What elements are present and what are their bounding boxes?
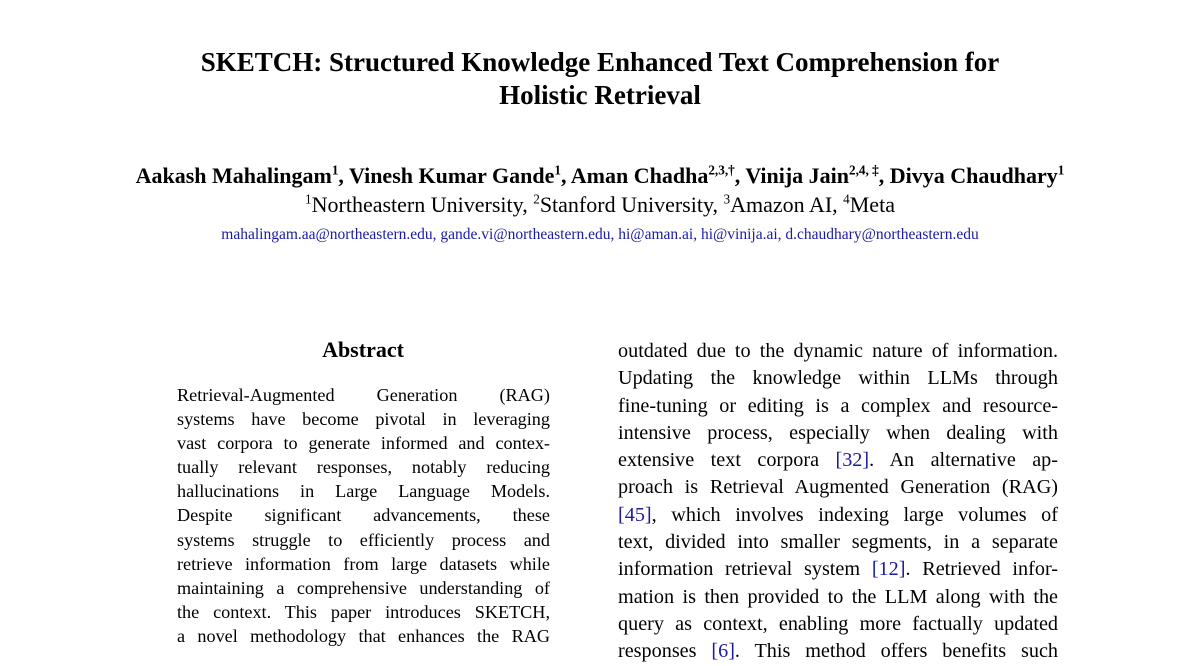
abstract-line: a novel methodology that enhances the RAG xyxy=(177,625,550,646)
email-list[interactable]: mahalingam.aa@northeastern.edu, gande.vi@northeastern.edu, hi@aman.ai, hi@vinija.ai, d.chaudhary@northeastern.edu xyxy=(221,226,979,243)
introduction-column xyxy=(618,338,1058,666)
affiliation-marker: 2 xyxy=(533,191,540,207)
author-name: Vinija Jain xyxy=(745,163,850,188)
citation-link[interactable]: [12] xyxy=(871,558,906,581)
abstract-line: the context. This paper introduces SKETCH, xyxy=(177,601,550,622)
citation-link[interactable]: [32] xyxy=(835,449,870,472)
paper-title-line-1: SKETCH: Structured Knowledge Enhanced Text Comprehension for xyxy=(200,47,1000,77)
affiliation-name: Stanford University xyxy=(539,192,713,217)
author-name: Vinesh Kumar Gande xyxy=(349,163,555,188)
abstract-heading: Abstract xyxy=(322,337,404,362)
abstract-line: hallucinations in Large Language Models. xyxy=(177,481,550,502)
paper-title xyxy=(0,46,1200,112)
affiliation-marker: 4 xyxy=(843,191,850,207)
author-name: Divya Chaudhary xyxy=(889,163,1058,188)
affiliation-name: Meta xyxy=(849,192,895,217)
abstract-line: Retrieval-Augmented Generation (RAG) xyxy=(177,385,550,405)
author-name: Aman Chadha xyxy=(570,163,709,188)
body-line: extensive text corpora [32]. An alternative ap- xyxy=(618,449,1058,472)
affiliation-name: Amazon AI xyxy=(730,192,833,217)
abstract-line: tually relevant responses, notably reducing xyxy=(177,457,550,478)
body-line: mation is then provided to the LLM along with the xyxy=(618,585,1058,608)
affiliation-list: $^1$Northeastern University, $^2$Stanford University, $^3$Amazon AI, $^4$Meta xyxy=(305,191,895,217)
citation-link[interactable]: [45] xyxy=(618,503,652,526)
affiliation-marker: 3 xyxy=(723,191,731,207)
author-affiliation-marker: 2,4, ‡ xyxy=(849,162,879,178)
body-line: [45], which involves indexing large volumes of xyxy=(618,503,1058,526)
abstract-body xyxy=(177,383,550,648)
body-line: outdated due to the dynamic nature of information. xyxy=(618,340,1058,362)
author-list: Aakash Mahalingam$^1$, Vinesh Kumar Gande$^1$, Aman Chadha$^{2,3,\dagger}$, Vinija Jain$^{2,4, \ddagger}$, Divya Chaudhary$^1$ xyxy=(135,162,1065,188)
body-line: intensive process, especially when dealing with xyxy=(618,421,1058,444)
body-line: Updating the knowledge within LLMs through xyxy=(618,367,1058,390)
paper-title-line-2: Holistic Retrieval xyxy=(499,80,701,110)
abstract-line: Despite significant advancements, these xyxy=(177,505,550,526)
abstract-line: systems struggle to efficiently process and xyxy=(177,529,550,550)
author-affiliation-marker: 2,3,† xyxy=(708,162,735,178)
body-line: text, divided into smaller segments, in a separate xyxy=(618,531,1058,554)
body-line: query as context, enabling more factually updated xyxy=(618,612,1058,635)
abstract-line: systems have become pivotal in leveraging xyxy=(177,409,550,430)
abstract-line: maintaining a comprehensive understanding of xyxy=(177,577,550,598)
body-line: responses [6]. This method offers benefits such xyxy=(618,640,1059,663)
body-line: information retrieval system [12]. Retrieved infor- xyxy=(618,558,1058,581)
abstract-line: retrieve information from large datasets while xyxy=(177,553,550,574)
citation-link[interactable]: [6] xyxy=(711,640,735,663)
affiliation-marker: 1 xyxy=(305,191,312,207)
author-affiliation-marker: 1 xyxy=(1057,162,1065,178)
author-affiliation-marker: 1 xyxy=(554,162,561,178)
affiliation-name: Northeastern University xyxy=(311,192,523,217)
abstract-line: vast corpora to generate informed and contex- xyxy=(177,433,550,454)
author-affiliation-marker: 1 xyxy=(331,162,339,178)
body-line: fine-tuning or editing is a complex and resource- xyxy=(618,394,1058,417)
author-name: Aakash Mahalingam xyxy=(135,163,332,188)
body-line: proach is Retrieval Augmented Generation (RAG) xyxy=(618,476,1058,499)
